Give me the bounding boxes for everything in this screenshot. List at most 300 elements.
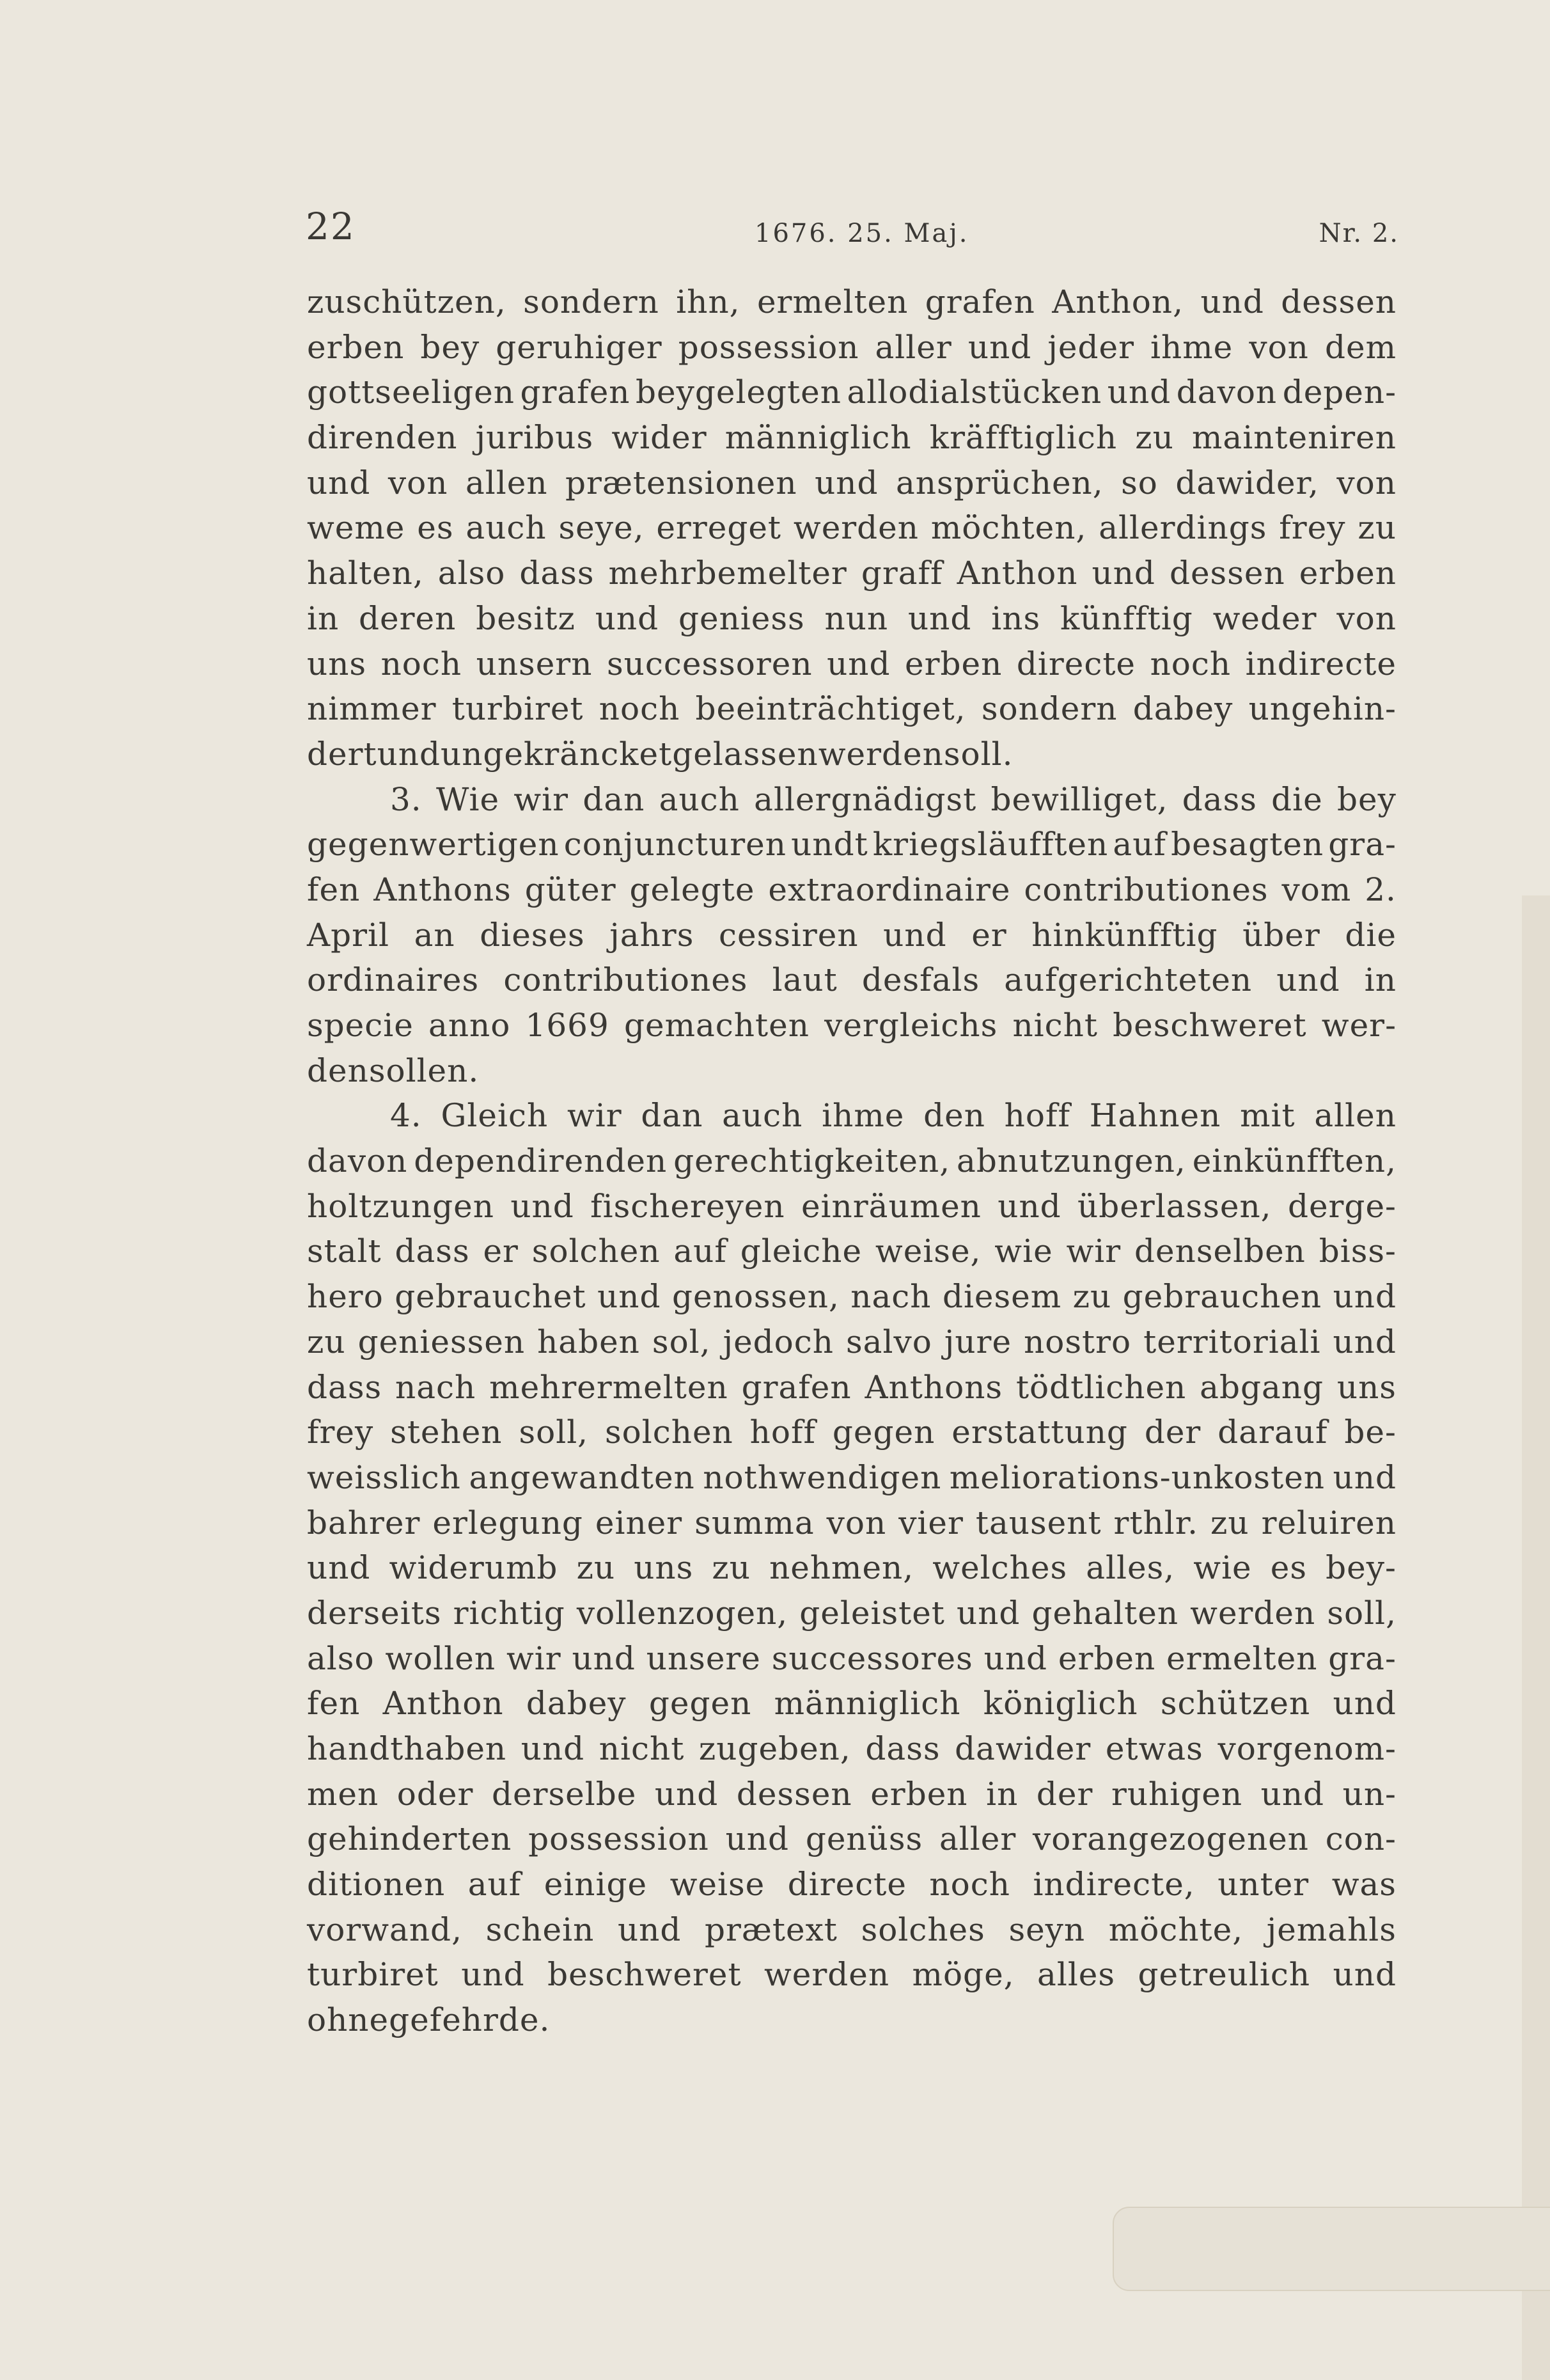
text-line <box>307 1998 1397 2043</box>
word: dass <box>307 1368 382 1406</box>
word: zu <box>1135 419 1174 457</box>
text-line <box>307 1229 1397 1274</box>
word: Wie <box>436 780 500 818</box>
word: 3. <box>390 780 422 818</box>
word: und <box>595 599 659 637</box>
word: dieses <box>480 916 585 954</box>
word: der <box>1144 1414 1202 1451</box>
word: geniessen <box>357 1323 526 1360</box>
word: ungekräncket <box>441 735 673 773</box>
word: schützen <box>1160 1685 1311 1722</box>
word: bey <box>1337 780 1397 818</box>
text-line <box>307 1817 1397 1862</box>
word: und <box>572 1639 636 1677</box>
word: mehrermelten <box>489 1368 728 1406</box>
word: bewilliget, <box>990 780 1168 818</box>
word: ditionen <box>307 1866 446 1903</box>
word: von <box>1336 599 1397 637</box>
text-line <box>307 686 1397 732</box>
word: seyn <box>1008 1911 1086 1948</box>
word: dass <box>519 555 595 592</box>
word: nicht <box>1012 1007 1098 1044</box>
word: fischereyen <box>590 1187 785 1225</box>
text-line <box>307 1907 1397 1953</box>
word: uns <box>634 1549 694 1587</box>
word: possession <box>528 1820 709 1858</box>
text-line <box>307 1139 1397 1184</box>
word: genossen, <box>671 1278 840 1316</box>
word: Hahnen <box>1089 1097 1221 1135</box>
word: er <box>483 1233 519 1270</box>
word: vorangezogenen <box>1033 1820 1309 1858</box>
word: desfals <box>861 961 980 999</box>
word: gerechtigkeiten, <box>673 1142 951 1180</box>
page-edge-tab <box>1113 2207 1550 2291</box>
word: uns <box>307 645 367 682</box>
word: solches <box>861 1911 985 1948</box>
word: getreulich <box>1138 1956 1311 1994</box>
document-number: Nr. 2. <box>1319 219 1399 248</box>
word: weise, <box>875 1233 982 1270</box>
word: turbiret <box>307 1956 439 1994</box>
word: unsern <box>476 645 593 682</box>
word: über <box>1242 916 1320 954</box>
text-line <box>307 867 1397 913</box>
word: diesem <box>942 1278 1062 1316</box>
text-line <box>307 913 1397 958</box>
word: und <box>815 464 879 501</box>
word: überlassen, <box>1077 1187 1272 1225</box>
word: laut <box>772 961 838 999</box>
word: grafen <box>520 374 630 411</box>
word: angewandten <box>469 1458 695 1496</box>
word: auf <box>1113 826 1166 863</box>
word: zu <box>1072 1278 1112 1316</box>
word: ins <box>991 599 1041 637</box>
word: werden <box>818 735 944 773</box>
word: gebrauchet <box>395 1278 586 1316</box>
word: männiglich <box>724 419 912 457</box>
word: beschweret <box>1113 1007 1307 1044</box>
word: ermelten <box>1166 1639 1318 1677</box>
word: jedoch <box>723 1323 834 1360</box>
word: widerumb <box>389 1549 558 1587</box>
word: und <box>1092 555 1155 592</box>
word: werden <box>793 509 919 547</box>
word: allodialstücken <box>847 374 1102 411</box>
text-line <box>307 1455 1397 1501</box>
word: nimmer <box>307 690 437 728</box>
word: juribus <box>475 419 594 457</box>
word: uns <box>1336 1368 1397 1406</box>
word: dessen <box>736 1775 852 1813</box>
word: dessen <box>1169 555 1285 592</box>
word: erstattung <box>951 1414 1128 1451</box>
header-date: 1676. 25. Maj. <box>755 219 969 248</box>
word: gefehrde. <box>389 2001 551 2039</box>
word: auch <box>466 509 547 547</box>
word: dependirenden <box>414 1142 668 1180</box>
word: wir <box>513 780 569 818</box>
word: vom <box>1281 871 1352 908</box>
word: Anthon <box>957 555 1078 592</box>
word: schein <box>485 1911 595 1948</box>
word: jahrs <box>609 916 694 954</box>
word: und <box>967 328 1032 366</box>
word: zu <box>712 1549 751 1587</box>
word: gegenwertigen <box>307 826 560 863</box>
word: Anthons <box>865 1368 1003 1406</box>
text-line <box>307 1048 1397 1094</box>
word: con- <box>1325 1820 1397 1858</box>
word: ermelten <box>756 283 909 320</box>
word: stehen <box>390 1414 503 1451</box>
word: einer <box>595 1504 683 1541</box>
word: noch <box>929 1866 1010 1903</box>
word: darauf <box>1217 1414 1328 1451</box>
word: und <box>521 1730 585 1767</box>
word: noch <box>380 645 462 682</box>
word: und <box>461 1956 525 1994</box>
word: was <box>1331 1866 1397 1903</box>
word: auch <box>722 1097 803 1135</box>
word: vorgenom- <box>1217 1730 1397 1767</box>
word: allergnädigst <box>754 780 977 818</box>
word: frey <box>307 1414 374 1451</box>
word: salvo <box>846 1323 932 1360</box>
word: extraordinaire <box>768 871 1011 908</box>
word: nothwendigen <box>703 1458 942 1496</box>
word: und <box>998 1187 1061 1225</box>
word: aufgerichteten <box>1004 961 1253 999</box>
word: von <box>388 464 448 501</box>
word: handthaben <box>307 1730 507 1767</box>
word: successores <box>771 1639 973 1677</box>
word: güter <box>524 871 616 908</box>
word: er <box>971 916 1007 954</box>
word: und <box>1260 1775 1325 1813</box>
word: rthlr. <box>1113 1504 1199 1541</box>
text-line <box>307 1410 1397 1455</box>
word: dabey <box>1132 690 1233 728</box>
word: territoriali <box>1143 1323 1321 1360</box>
word: Anthons <box>373 871 512 908</box>
text-line <box>307 732 1397 777</box>
word: bey <box>420 328 480 366</box>
word: anno <box>428 1007 511 1044</box>
word: zu <box>1210 1504 1249 1541</box>
word: den <box>923 1097 985 1135</box>
word: erben <box>905 645 1003 682</box>
word: tausent <box>975 1504 1102 1541</box>
word: weder <box>1212 599 1317 637</box>
word: erben <box>870 1775 968 1813</box>
word: gehalten <box>1031 1594 1179 1632</box>
word: solchen <box>605 1414 733 1451</box>
word: gehinderten <box>307 1820 512 1858</box>
text-line <box>307 1681 1397 1726</box>
text-line <box>307 1501 1397 1546</box>
word: jemahls <box>1266 1911 1397 1948</box>
word: beygelegten <box>636 374 842 411</box>
word: deren <box>359 599 457 637</box>
text-line <box>307 1093 1397 1139</box>
word: geniess <box>678 599 805 637</box>
word: also <box>307 1639 375 1677</box>
word: directe <box>1016 645 1136 682</box>
word: ruhigen <box>1111 1775 1243 1813</box>
word: und <box>907 599 972 637</box>
word: nicht <box>599 1730 685 1767</box>
word: derseits <box>307 1594 442 1632</box>
word: und <box>597 1278 661 1316</box>
word: hinkünfftig <box>1031 916 1218 954</box>
word: gleiche <box>740 1233 863 1270</box>
word: ordinaires <box>307 961 480 999</box>
word: sollen. <box>368 1052 480 1089</box>
word: dessen <box>1281 283 1397 320</box>
text-line <box>307 1365 1397 1410</box>
word: 2. <box>1365 871 1397 908</box>
text-line <box>307 415 1397 461</box>
word: der <box>1036 1775 1093 1813</box>
word: hoff <box>1004 1097 1070 1135</box>
text-line <box>307 958 1397 1003</box>
word: wir <box>567 1097 622 1135</box>
word: und <box>1333 1956 1397 1994</box>
word: wie <box>1193 1549 1252 1587</box>
word: beschweret <box>547 1956 742 1994</box>
word: also <box>437 555 506 592</box>
text-line <box>307 1636 1397 1682</box>
word: derge- <box>1287 1187 1397 1225</box>
word: vollenzogen, <box>576 1594 788 1632</box>
word: dass <box>395 1233 470 1270</box>
text-line <box>307 1274 1397 1320</box>
word: gelassen <box>672 735 818 773</box>
word: auf <box>673 1233 727 1270</box>
word: männiglich <box>774 1685 961 1722</box>
word: und <box>1276 961 1340 999</box>
text-line <box>307 1320 1397 1365</box>
word: und <box>307 464 371 501</box>
word: einräumen <box>801 1187 982 1225</box>
word: erben <box>1299 555 1397 592</box>
word: contributiones <box>1024 871 1269 908</box>
word: wider <box>611 419 707 457</box>
word: mit <box>1240 1097 1296 1135</box>
word: fen <box>307 871 361 908</box>
text-line <box>307 370 1397 415</box>
word: ihme <box>822 1097 905 1135</box>
word: soll. <box>943 735 1014 773</box>
word: seye, <box>558 509 645 547</box>
word: dabey <box>526 1685 627 1722</box>
word: weise <box>669 1866 765 1903</box>
word: specie <box>307 1007 414 1044</box>
word: biss- <box>1319 1233 1397 1270</box>
word: noch <box>1150 645 1232 682</box>
word: abnutzungen, <box>957 1142 1186 1180</box>
word: nostro <box>1024 1323 1132 1360</box>
word: zuschützen, <box>307 283 506 320</box>
word: halten, <box>307 555 424 592</box>
word: indirecte, <box>1033 1866 1195 1903</box>
text-line <box>307 822 1397 867</box>
word: dan <box>583 780 645 818</box>
text-line <box>307 1862 1397 1907</box>
word: erlegung <box>432 1504 583 1541</box>
word: possession <box>678 328 859 366</box>
word: und <box>377 735 441 773</box>
text-line <box>307 1591 1397 1636</box>
word: derselbe <box>491 1775 637 1813</box>
word: die <box>1345 916 1397 954</box>
word: dan <box>641 1097 703 1135</box>
word: soll, <box>519 1414 589 1451</box>
text-line <box>307 1545 1397 1591</box>
word: reluiren <box>1261 1504 1397 1541</box>
word: es <box>1270 1549 1308 1587</box>
word: und <box>827 645 891 682</box>
word: und <box>1333 1323 1397 1360</box>
word: grafen <box>925 283 1035 320</box>
word: ohne <box>307 2001 389 2039</box>
word: be- <box>1344 1414 1397 1451</box>
word: meliorations-unkosten <box>949 1458 1325 1496</box>
word: weme <box>307 509 405 547</box>
word: mehrbemelter <box>608 555 847 592</box>
word: auf <box>467 1866 522 1903</box>
word: und <box>510 1187 574 1225</box>
word: dert <box>307 735 377 773</box>
word: kriegsläufften <box>872 826 1109 863</box>
word: turbiret <box>451 690 584 728</box>
text-line <box>307 1952 1397 1998</box>
word: kräfftiglich <box>929 419 1118 457</box>
word: directe <box>787 1866 907 1903</box>
word: es <box>417 509 454 547</box>
word: und <box>1333 1458 1397 1496</box>
word: abgang <box>1200 1368 1324 1406</box>
word: und <box>957 1594 1021 1632</box>
text-line <box>307 1184 1397 1229</box>
word: einige <box>544 1866 648 1903</box>
word: gottseeligen <box>307 374 515 411</box>
word: und <box>1200 283 1264 320</box>
text-line <box>307 1726 1397 1772</box>
word: frey <box>1279 509 1346 547</box>
text-line <box>307 642 1397 687</box>
word: direnden <box>307 419 458 457</box>
word: besagten <box>1171 826 1324 863</box>
word: welches <box>932 1549 1068 1587</box>
word: allen <box>1314 1097 1397 1135</box>
word: in <box>1364 961 1397 999</box>
text-line <box>307 596 1397 642</box>
word: summa <box>694 1504 815 1541</box>
word: conjuncturen <box>563 826 787 863</box>
word: beeinträchtiget, <box>695 690 966 728</box>
text-line <box>307 1003 1397 1048</box>
text-line <box>307 551 1397 596</box>
word: 1669 <box>525 1007 609 1044</box>
word: die <box>1271 780 1323 818</box>
word: aller <box>875 328 952 366</box>
word: undt <box>791 826 868 863</box>
word: ihme <box>1150 328 1233 366</box>
word: grafen <box>741 1368 852 1406</box>
word: gebrauchen <box>1122 1278 1322 1316</box>
word: noch <box>599 690 680 728</box>
word: geleistet <box>799 1594 945 1632</box>
word: alles <box>1037 1956 1116 1994</box>
word: königlich <box>983 1685 1138 1722</box>
word: dem <box>1324 328 1397 366</box>
word: von <box>826 1504 887 1541</box>
word: und <box>983 1639 1048 1677</box>
word: gemachten <box>623 1007 810 1044</box>
word: an <box>414 916 455 954</box>
word: den <box>307 1052 369 1089</box>
word: und <box>654 1775 719 1813</box>
word: wir <box>1066 1233 1122 1270</box>
word: unter <box>1217 1866 1310 1903</box>
word: cessiren <box>718 916 859 954</box>
word: dawider <box>955 1730 1092 1767</box>
word: Gleich <box>441 1097 549 1135</box>
word: künfftig <box>1060 599 1193 637</box>
word: davon <box>1176 374 1278 411</box>
word: depen- <box>1282 374 1397 411</box>
word: jure <box>944 1323 1012 1360</box>
word: wollen <box>385 1639 496 1677</box>
word: prætext <box>705 1911 838 1948</box>
word: prætensionen <box>565 464 797 501</box>
word: holtzungen <box>307 1187 494 1225</box>
word: gra- <box>1328 826 1397 863</box>
word: ihn, <box>676 283 740 320</box>
word: zu <box>576 1549 616 1587</box>
word: und <box>307 1549 371 1587</box>
word: möchte, <box>1108 1911 1244 1948</box>
word: nehmen, <box>769 1549 914 1587</box>
running-header <box>306 197 1399 248</box>
word: alles, <box>1086 1549 1175 1587</box>
word: stalt <box>307 1233 382 1270</box>
word: möchten, <box>930 509 1087 547</box>
word: werden <box>764 1956 890 1994</box>
word: und <box>883 916 947 954</box>
word: und <box>725 1820 790 1858</box>
word: haben <box>537 1323 640 1360</box>
word: nach <box>850 1278 932 1316</box>
word: gra- <box>1328 1639 1397 1677</box>
text-line <box>307 777 1397 823</box>
word: bey- <box>1326 1549 1397 1587</box>
word: oder <box>396 1775 474 1813</box>
word: unsere <box>646 1639 761 1677</box>
word: dass <box>865 1730 941 1767</box>
word: dass <box>1182 780 1257 818</box>
word: contributiones <box>503 961 748 999</box>
word: werden <box>1190 1594 1316 1632</box>
word: sondern <box>523 283 659 320</box>
word: und <box>1107 374 1171 411</box>
word: un- <box>1342 1775 1397 1813</box>
word: men <box>307 1775 379 1813</box>
text-line <box>307 461 1397 506</box>
